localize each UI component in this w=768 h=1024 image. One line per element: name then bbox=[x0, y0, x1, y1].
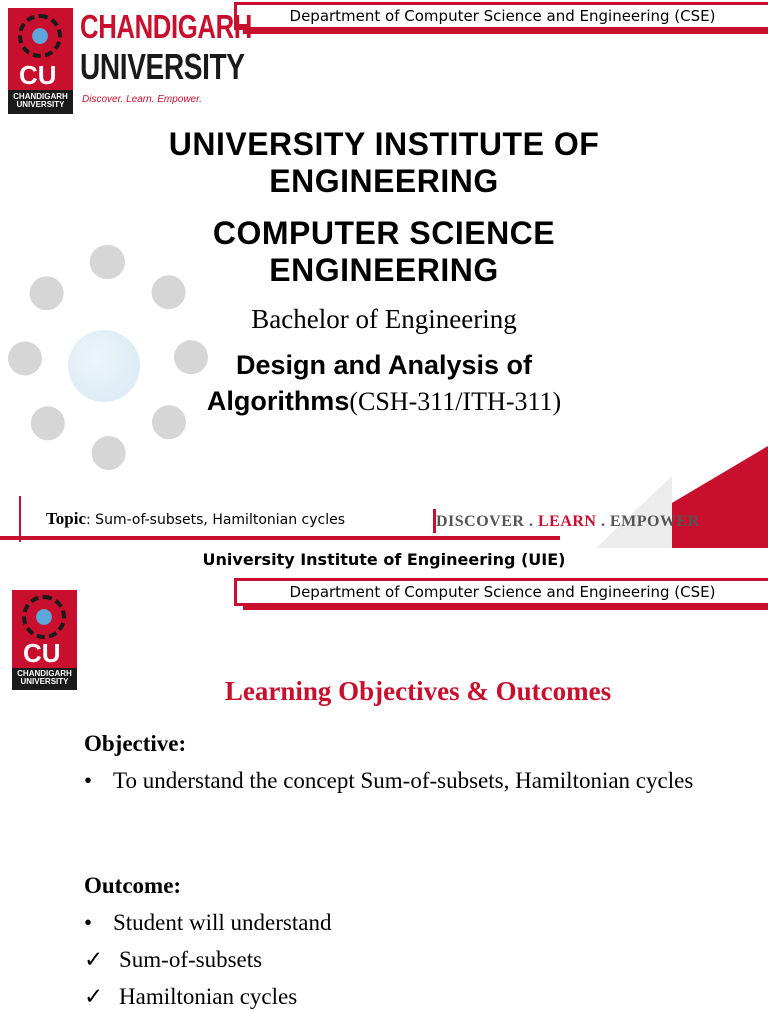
grey-triangle-decoration bbox=[596, 476, 672, 548]
department-banner bbox=[234, 578, 768, 606]
gear-logo-icon bbox=[22, 595, 66, 639]
checkmark-icon: ✓ bbox=[84, 984, 104, 1009]
motto-separator: . bbox=[596, 513, 610, 530]
outcome-item-text: Hamiltonian cycles bbox=[119, 984, 298, 1009]
outcome-item-text: Sum-of-subsets bbox=[119, 947, 263, 972]
course-title-name: Algorithms bbox=[206, 386, 350, 416]
gear-logo-icon bbox=[18, 14, 62, 58]
topic-label: Topic bbox=[46, 509, 87, 528]
outcome-item bbox=[84, 981, 297, 1013]
banner-shadow bbox=[243, 30, 768, 34]
topic-value: : Sum-of-subsets, Hamiltonian cycles bbox=[86, 512, 346, 528]
course-title-line-1: Design and Analysis of bbox=[235, 350, 533, 380]
objective-label: Objective: bbox=[84, 731, 187, 756]
outcome-intro-text: Student will understand bbox=[113, 910, 332, 935]
subtitle-line-2: ENGINEERING bbox=[269, 252, 499, 288]
objectives-slide bbox=[0, 548, 768, 1024]
bullet-dot-icon: • bbox=[84, 910, 93, 935]
brand-line-2: UNIVERSITY bbox=[80, 46, 245, 87]
degree-name: Bachelor of Engineering bbox=[251, 304, 517, 334]
banner-shadow bbox=[243, 606, 768, 610]
objective-item bbox=[84, 765, 734, 797]
checkmark-icon: ✓ bbox=[84, 947, 104, 972]
logo-initials: CU bbox=[19, 60, 57, 90]
department-banner bbox=[234, 2, 768, 30]
title-line-2: ENGINEERING bbox=[269, 163, 499, 199]
logo-strip-line2: UNIVERSITY bbox=[20, 677, 69, 686]
course-code: (CSH-311/ITH-311) bbox=[349, 387, 562, 416]
motto-separator: . bbox=[524, 513, 538, 530]
bullet-dot-icon: • bbox=[84, 768, 93, 793]
topic-line bbox=[46, 509, 345, 529]
motto bbox=[436, 513, 700, 531]
outcome-item bbox=[84, 944, 262, 976]
bottom-rule bbox=[0, 536, 560, 540]
university-logo bbox=[12, 590, 77, 690]
title-line-1: UNIVERSITY INSTITUTE OF bbox=[168, 126, 600, 162]
brand-line-1: CHANDIGARH bbox=[80, 8, 252, 45]
department-text: Department of Computer Science and Engineering (CSE) bbox=[289, 7, 716, 25]
logo-strip-line1: CHANDIGARH bbox=[13, 92, 68, 101]
outcome-label: Outcome: bbox=[84, 873, 182, 898]
brand-tagline: Discover. Learn. Empower. bbox=[82, 94, 202, 105]
motto-discover: DISCOVER bbox=[436, 513, 525, 530]
university-logo bbox=[8, 8, 73, 114]
logo-strip-line1: CHANDIGARH bbox=[17, 669, 72, 678]
logo-strip bbox=[8, 90, 73, 114]
logo-initials: CU bbox=[23, 638, 61, 668]
slide-heading: Learning Objectives & Outcomes bbox=[224, 676, 612, 706]
department-text: Department of Computer Science and Engineering (CSE) bbox=[289, 583, 716, 601]
course-title-line-2 bbox=[0, 383, 768, 420]
institute-footer: University Institute of Engineering (UIE) bbox=[202, 550, 566, 569]
subtitle-line-1: COMPUTER SCIENCE bbox=[212, 215, 556, 251]
motto-empower: EMPOWER bbox=[609, 513, 700, 530]
outcome-intro bbox=[84, 907, 331, 939]
objective-item-text: To understand the concept Sum-of-subsets, Hamiltonian cycles bbox=[113, 768, 694, 793]
motto-learn: LEARN bbox=[537, 513, 597, 530]
logo-strip-line2: UNIVERSITY bbox=[16, 100, 65, 109]
